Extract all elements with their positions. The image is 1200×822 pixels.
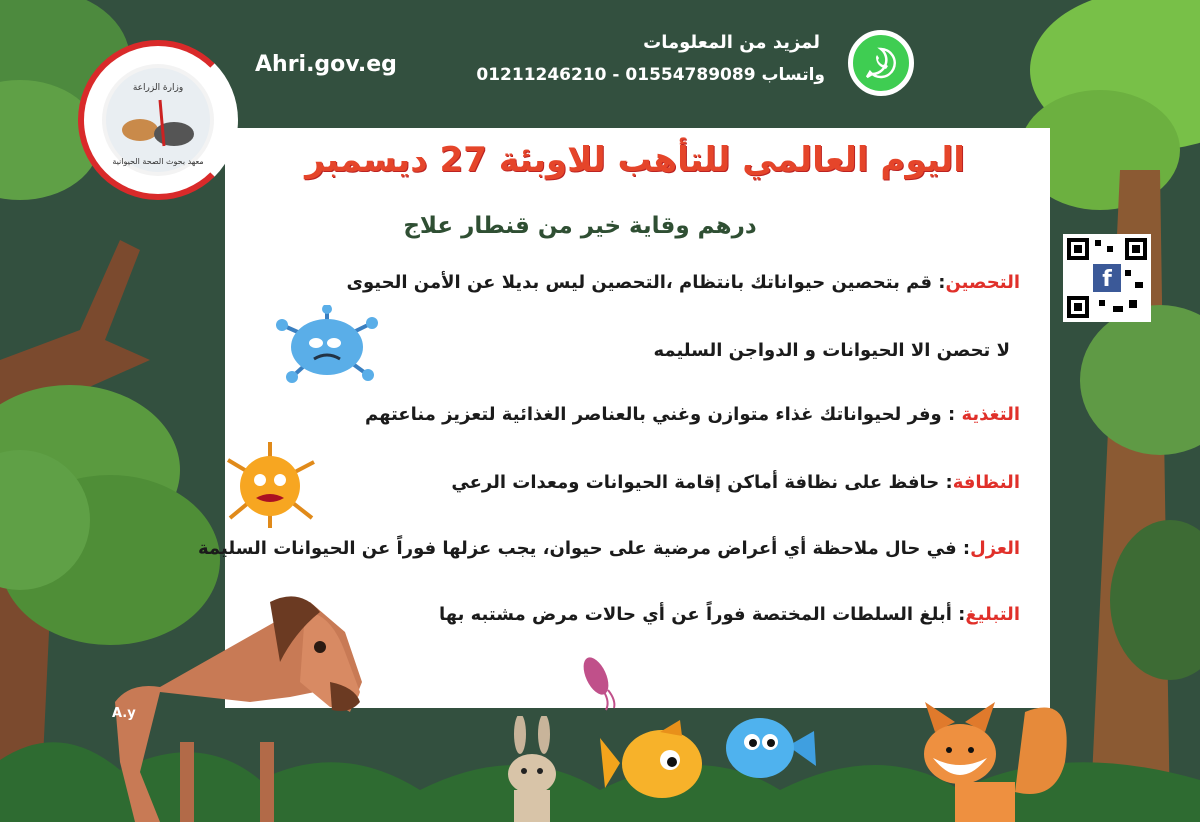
line-text: في حال ملاحظة أي أعراض مرضية على حيوان، يجب عزلها فوراً عن الحيوانات السليمة <box>198 538 957 559</box>
line-text: قم بتحصين حيواناتك بانتظام ،التحصين ليس بديلا عن الأمن الحيوى <box>346 272 932 293</box>
list-item <box>198 538 1020 559</box>
svg-text:معهد بحوث الصحة الحيوانية: معهد بحوث الصحة الحيوانية <box>112 157 204 166</box>
rabbit-illustration <box>498 716 568 822</box>
line-key: التحصين <box>945 272 1020 293</box>
page-subtitle: درهم وقاية خير من قنطار علاج <box>403 213 757 239</box>
list-item <box>346 272 1020 293</box>
fox-illustration <box>915 692 1075 822</box>
line-key: النظافة <box>952 472 1020 493</box>
line-sep: : <box>932 272 946 293</box>
more-info-label: لمزيد من المعلومات <box>643 32 820 53</box>
blue-fish-illustration <box>718 706 818 786</box>
list-item <box>365 404 1020 425</box>
svg-text:f: f <box>1102 267 1112 292</box>
line-text: لا تحصن الا الحيوانات و الدواجن السليمه <box>653 340 1010 361</box>
line-key: التبليغ <box>965 604 1020 625</box>
bacterium-icon <box>574 652 624 712</box>
orange-virus-icon <box>220 440 320 530</box>
line-text: حافظ على نظافة أماكن إقامة الحيوانات ومعدات الرعي <box>451 472 940 493</box>
svg-text:وزارة الزراعة: وزارة الزراعة <box>132 83 184 93</box>
blue-virus-icon <box>272 305 382 385</box>
list-item <box>439 604 1020 625</box>
line-sep: : <box>951 604 966 625</box>
line-key: التغذية <box>961 404 1020 425</box>
line-sep: : <box>941 404 962 425</box>
list-item <box>451 472 1020 493</box>
orange-fish-illustration <box>600 718 710 808</box>
whatsapp-phones: واتساب 01554789089 - 01211246210 <box>476 65 825 85</box>
line-sep: : <box>939 472 953 493</box>
page-title: اليوم العالمي للتأهب للاوبئة 27 ديسمبر <box>305 140 965 180</box>
qr-code <box>1063 234 1151 322</box>
horse-illustration <box>100 592 400 822</box>
whatsapp-icon <box>848 30 914 96</box>
line-sep: : <box>956 538 971 559</box>
logo-emblem <box>102 64 214 176</box>
institute-logo <box>78 40 238 200</box>
signature: A.y <box>112 706 136 721</box>
website-label: Ahri.gov.eg <box>255 52 397 77</box>
line-text: أبلغ السلطات المختصة فوراً عن أي حالات مرض مشتبه بها <box>438 604 952 625</box>
line-key: العزل <box>970 538 1020 559</box>
line-text: وفر لحيواناتك غذاء متوازن وغني بالعناصر الغذائية لتعزيز مناعتهم <box>364 404 942 425</box>
list-item <box>653 340 1010 361</box>
